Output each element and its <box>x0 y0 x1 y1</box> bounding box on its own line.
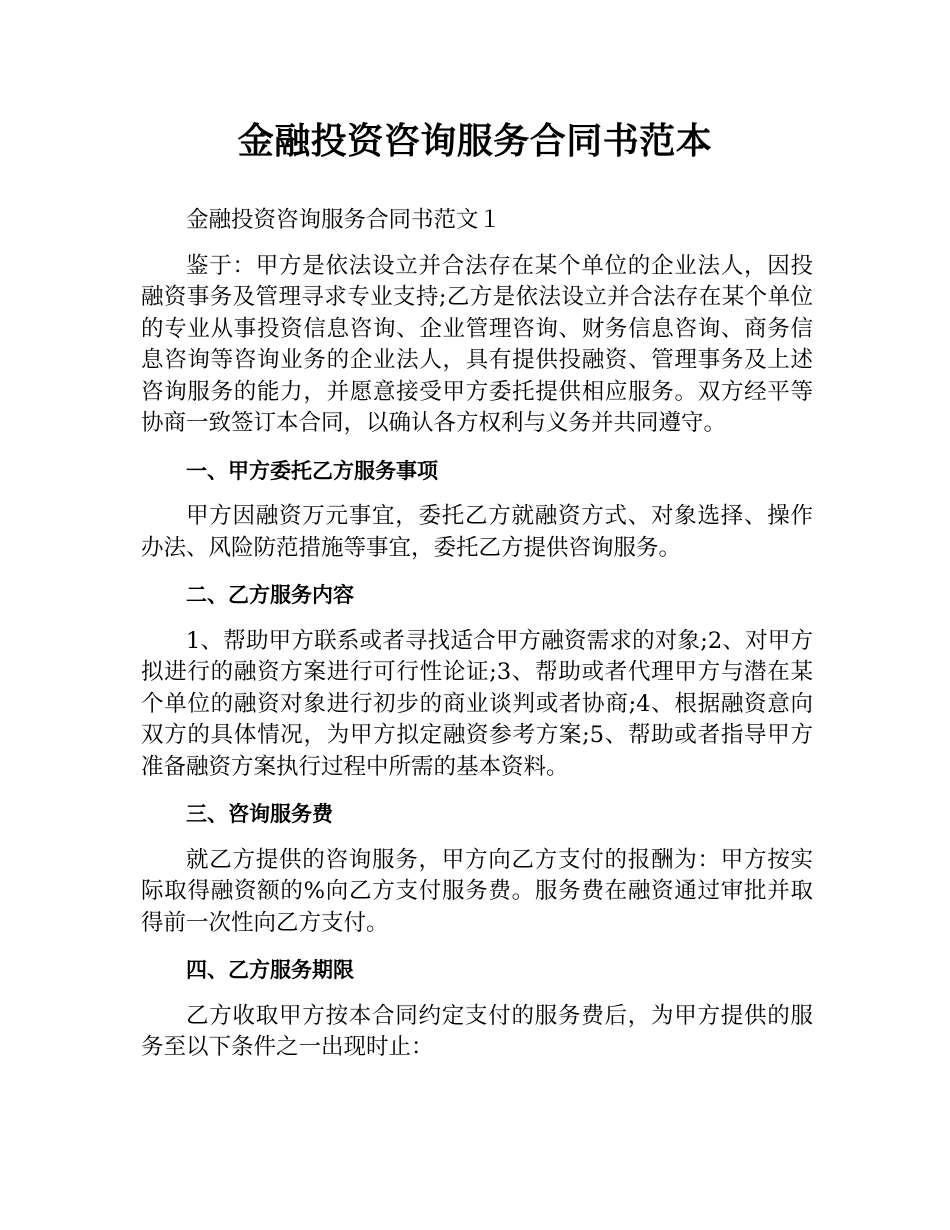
document-subtitle: 金融投资咨询服务合同书范文１ <box>186 207 502 233</box>
section-heading-2: 二、乙方服务内容 <box>186 583 354 607</box>
section-text-3: 就乙方提供的咨询服务，甲方向乙方支付的报酬为：甲方按实际取得融资额的%向乙方支付服务费。服务费在融资通过审批并取得前一次性向乙方支付。 <box>141 846 813 936</box>
section-text-4: 乙方收取甲方按本合同约定支付的服务费后，为甲方提供的服务至以下条件之一出现时止： <box>141 1002 813 1060</box>
preamble-paragraph: 鉴于：甲方是依法设立并合法存在某个单位的企业法人，因投融资事务及管理寻求专业支持;乙方是依法设立并合法存在某个单位的专业从事投资信息咨询、企业管理咨询、财务信息咨询、商务信息咨询等咨询业务的企业法人，具有提供投融资、管理事务及上述咨询服务的能力，并愿意接受甲方委托提供相应服务。双方经平等协商一致签订本合同，以确认各方权利与义务并共同遵守。 <box>141 252 813 436</box>
document-body <box>141 205 813 1064</box>
document-title: 金融投资咨询服务合同书范本 <box>237 121 713 162</box>
section-heading-3: 三、咨询服务费 <box>186 802 333 826</box>
section-text-1: 甲方因融资万元事宜，委托乙方就融资方式、对象选择、操作办法、风险防范措施等事宜，委托乙方提供咨询服务。 <box>141 503 813 561</box>
section-heading-4: 四、乙方服务期限 <box>186 958 354 982</box>
section-text-2: 1、帮助甲方联系或者寻找适合甲方融资需求的对象;2、对甲方拟进行的融资方案进行可行性论证;3、帮助或者代理甲方与潜在某个单位的融资对象进行初步的商业谈判或者协商;4、根据融资意向双方的具体情况，为甲方拟定融资参考方案;5、帮助或者指导甲方准备融资方案执行过程中所需的基本资料。 <box>141 627 813 780</box>
section-heading-1: 一、甲方委托乙方服务事项 <box>186 458 438 483</box>
